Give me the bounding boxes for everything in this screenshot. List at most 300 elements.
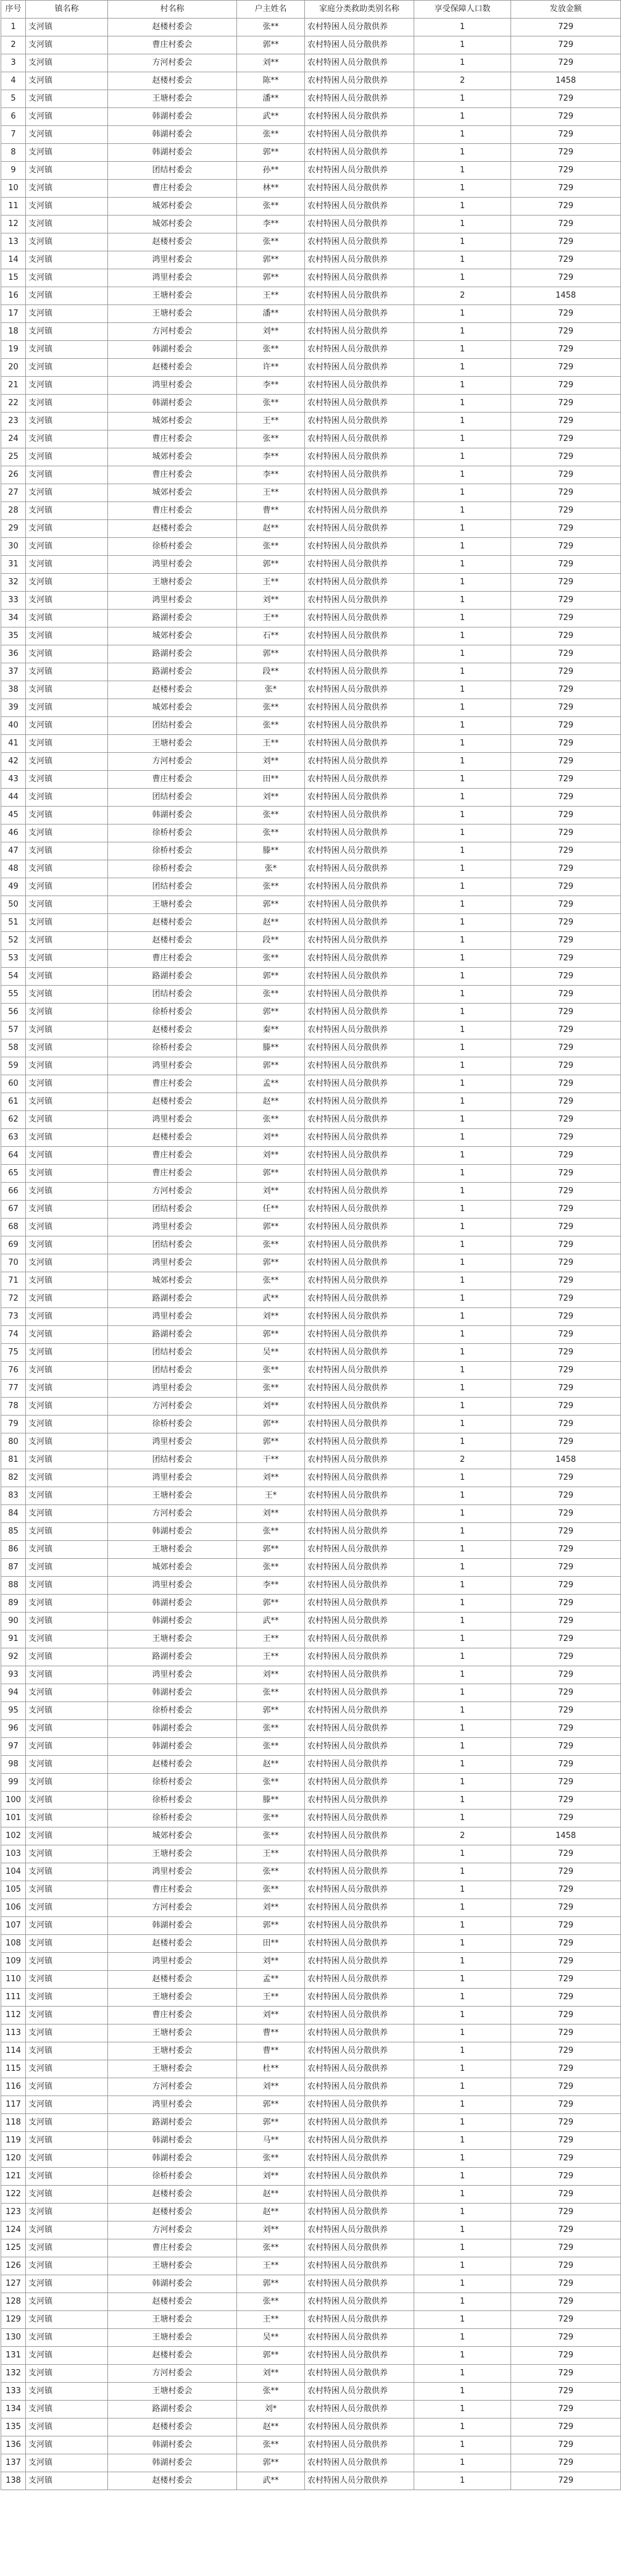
cell-amount: 729 xyxy=(511,144,621,162)
cell-amount: 729 xyxy=(511,1165,621,1183)
cell-persons: 1 xyxy=(414,699,511,717)
cell-town: 支河镇 xyxy=(26,1935,108,1953)
cell-serial: 102 xyxy=(1,1827,26,1845)
cell-village: 韩湖村委会 xyxy=(108,1523,237,1541)
cell-village: 路湖村委会 xyxy=(108,1290,237,1308)
cell-town: 支河镇 xyxy=(26,1380,108,1398)
table-row xyxy=(1,1971,621,1989)
cell-category: 农村特困人员分散供养 xyxy=(305,556,414,574)
cell-serial: 15 xyxy=(1,269,26,287)
cell-amount: 729 xyxy=(511,1433,621,1451)
cell-amount: 729 xyxy=(511,233,621,251)
cell-householder: 王** xyxy=(237,574,305,592)
cell-village: 韩湖村委会 xyxy=(108,108,237,126)
cell-town: 支河镇 xyxy=(26,1290,108,1308)
cell-householder: 郭** xyxy=(237,251,305,269)
cell-town: 支河镇 xyxy=(26,359,108,377)
cell-serial: 91 xyxy=(1,1630,26,1648)
cell-householder: 刘** xyxy=(237,1147,305,1165)
cell-serial: 10 xyxy=(1,180,26,198)
cell-householder: 王** xyxy=(237,1630,305,1648)
cell-persons: 1 xyxy=(414,216,511,233)
cell-town: 支河镇 xyxy=(26,824,108,842)
cell-serial: 48 xyxy=(1,860,26,878)
table-row xyxy=(1,502,621,520)
cell-householder: 郭** xyxy=(237,2096,305,2114)
cell-town: 支河镇 xyxy=(26,2347,108,2365)
cell-village: 王塘村委会 xyxy=(108,2257,237,2275)
cell-town: 支河镇 xyxy=(26,986,108,1004)
cell-category: 农村特困人员分散供养 xyxy=(305,19,414,36)
cell-serial: 44 xyxy=(1,789,26,807)
cell-householder: 郭** xyxy=(237,1433,305,1451)
cell-serial: 11 xyxy=(1,198,26,216)
cell-town: 支河镇 xyxy=(26,430,108,448)
table-row xyxy=(1,2024,621,2042)
cell-category: 农村特困人员分散供养 xyxy=(305,1219,414,1236)
cell-town: 支河镇 xyxy=(26,216,108,233)
cell-serial: 76 xyxy=(1,1362,26,1380)
cell-serial: 82 xyxy=(1,1469,26,1487)
cell-category: 农村特困人员分散供养 xyxy=(305,502,414,520)
cell-village: 韩湖村委会 xyxy=(108,395,237,413)
cell-category: 农村特困人员分散供养 xyxy=(305,1022,414,1039)
cell-persons: 1 xyxy=(414,1505,511,1523)
table-row xyxy=(1,1201,621,1219)
cell-amount: 729 xyxy=(511,1648,621,1666)
cell-category: 农村特困人员分散供养 xyxy=(305,2275,414,2293)
cell-householder: 张** xyxy=(237,824,305,842)
table-row xyxy=(1,627,621,645)
table-row xyxy=(1,878,621,896)
cell-town: 支河镇 xyxy=(26,2042,108,2060)
cell-amount: 729 xyxy=(511,842,621,860)
cell-householder: 张** xyxy=(237,1362,305,1380)
cell-persons: 1 xyxy=(414,484,511,502)
cell-village: 鸿里村委会 xyxy=(108,1863,237,1881)
cell-amount: 729 xyxy=(511,1290,621,1308)
cell-serial: 26 xyxy=(1,466,26,484)
cell-serial: 41 xyxy=(1,735,26,753)
cell-persons: 1 xyxy=(414,717,511,735)
cell-category: 农村特困人员分散供养 xyxy=(305,735,414,753)
cell-category: 农村特困人员分散供养 xyxy=(305,592,414,610)
table-row xyxy=(1,2293,621,2311)
cell-householder: 王* xyxy=(237,1487,305,1505)
cell-serial: 8 xyxy=(1,144,26,162)
cell-persons: 1 xyxy=(414,1845,511,1863)
cell-village: 路湖村委会 xyxy=(108,610,237,627)
table-row xyxy=(1,717,621,735)
cell-category: 农村特困人员分散供养 xyxy=(305,216,414,233)
cell-householder: 许** xyxy=(237,359,305,377)
cell-serial: 106 xyxy=(1,1899,26,1917)
cell-category: 农村特困人员分散供养 xyxy=(305,2419,414,2436)
cell-category: 农村特困人员分散供养 xyxy=(305,1093,414,1111)
cell-village: 城郊村委会 xyxy=(108,627,237,645)
cell-householder: 杜** xyxy=(237,2060,305,2078)
table-row xyxy=(1,1111,621,1129)
cell-serial: 66 xyxy=(1,1183,26,1201)
table-row xyxy=(1,377,621,395)
cell-amount: 729 xyxy=(511,1684,621,1702)
cell-householder: 张** xyxy=(237,1236,305,1254)
cell-category: 农村特困人员分散供养 xyxy=(305,269,414,287)
cell-householder: 赵** xyxy=(237,2186,305,2204)
table-row xyxy=(1,1093,621,1111)
cell-persons: 1 xyxy=(414,2132,511,2150)
cell-town: 支河镇 xyxy=(26,395,108,413)
cell-village: 鸿里村委会 xyxy=(108,1469,237,1487)
table-row xyxy=(1,2186,621,2204)
cell-town: 支河镇 xyxy=(26,2454,108,2472)
cell-persons: 1 xyxy=(414,108,511,126)
relief-table xyxy=(1,0,621,2490)
cell-category: 农村特困人员分散供养 xyxy=(305,2401,414,2419)
cell-village: 鸿里村委会 xyxy=(108,1219,237,1236)
cell-serial: 58 xyxy=(1,1039,26,1057)
cell-village: 赵楼村委会 xyxy=(108,19,237,36)
cell-category: 农村特困人员分散供养 xyxy=(305,1810,414,1827)
table-row xyxy=(1,914,621,932)
cell-householder: 张** xyxy=(237,2293,305,2311)
cell-householder: 张** xyxy=(237,986,305,1004)
cell-serial: 56 xyxy=(1,1004,26,1022)
cell-town: 支河镇 xyxy=(26,233,108,251)
cell-category: 农村特困人员分散供养 xyxy=(305,2204,414,2221)
cell-householder: 郭** xyxy=(237,1326,305,1344)
cell-persons: 1 xyxy=(414,2114,511,2132)
cell-village: 徐桥村委会 xyxy=(108,842,237,860)
cell-category: 农村特困人员分散供养 xyxy=(305,2347,414,2365)
cell-amount: 729 xyxy=(511,1057,621,1075)
cell-town: 支河镇 xyxy=(26,1756,108,1774)
cell-serial: 21 xyxy=(1,377,26,395)
table-row xyxy=(1,1183,621,1201)
cell-amount: 729 xyxy=(511,413,621,430)
cell-householder: 郭** xyxy=(237,1254,305,1272)
table-row xyxy=(1,1147,621,1165)
cell-category: 农村特困人员分散供养 xyxy=(305,610,414,627)
cell-persons: 1 xyxy=(414,1433,511,1451)
cell-town: 支河镇 xyxy=(26,2239,108,2257)
table-row xyxy=(1,2365,621,2383)
cell-serial: 39 xyxy=(1,699,26,717)
cell-category: 农村特困人员分散供养 xyxy=(305,198,414,216)
cell-town: 支河镇 xyxy=(26,2329,108,2347)
table-row xyxy=(1,932,621,950)
cell-householder: 张** xyxy=(237,699,305,717)
cell-householder: 郭** xyxy=(237,2114,305,2132)
cell-serial: 5 xyxy=(1,90,26,108)
cell-householder: 马** xyxy=(237,2132,305,2150)
cell-category: 农村特困人员分散供养 xyxy=(305,1451,414,1469)
cell-serial: 98 xyxy=(1,1756,26,1774)
cell-amount: 729 xyxy=(511,1308,621,1326)
cell-amount: 729 xyxy=(511,610,621,627)
cell-amount: 729 xyxy=(511,269,621,287)
table-row xyxy=(1,2311,621,2329)
cell-serial: 49 xyxy=(1,878,26,896)
cell-village: 王塘村委会 xyxy=(108,2024,237,2042)
cell-village: 王塘村委会 xyxy=(108,2329,237,2347)
cell-village: 王塘村委会 xyxy=(108,2042,237,2060)
cell-village: 城郊村委会 xyxy=(108,1559,237,1577)
cell-serial: 65 xyxy=(1,1165,26,1183)
cell-category: 农村特困人员分散供养 xyxy=(305,1577,414,1595)
cell-amount: 729 xyxy=(511,2168,621,2186)
cell-persons: 1 xyxy=(414,860,511,878)
cell-village: 鸿里村委会 xyxy=(108,269,237,287)
cell-householder: 郭** xyxy=(237,1917,305,1935)
cell-amount: 729 xyxy=(511,1792,621,1810)
cell-town: 支河镇 xyxy=(26,2096,108,2114)
cell-householder: 林** xyxy=(237,180,305,198)
cell-category: 农村特困人员分散供养 xyxy=(305,771,414,789)
cell-village: 徐桥村委会 xyxy=(108,1810,237,1827)
cell-amount: 729 xyxy=(511,2257,621,2275)
cell-amount: 729 xyxy=(511,1917,621,1935)
cell-amount: 729 xyxy=(511,968,621,986)
table-row xyxy=(1,359,621,377)
cell-householder: 张** xyxy=(237,341,305,359)
cell-persons: 1 xyxy=(414,1523,511,1541)
cell-village: 城郊村委会 xyxy=(108,448,237,466)
cell-householder: 曹** xyxy=(237,2042,305,2060)
cell-persons: 2 xyxy=(414,1827,511,1845)
cell-serial: 59 xyxy=(1,1057,26,1075)
cell-serial: 118 xyxy=(1,2114,26,2132)
cell-category: 农村特困人员分散供养 xyxy=(305,753,414,771)
cell-householder: 张** xyxy=(237,717,305,735)
cell-village: 王塘村委会 xyxy=(108,896,237,914)
cell-householder: 陈** xyxy=(237,72,305,90)
cell-serial: 71 xyxy=(1,1272,26,1290)
cell-village: 徐桥村委会 xyxy=(108,1702,237,1720)
cell-persons: 1 xyxy=(414,2347,511,2365)
cell-town: 支河镇 xyxy=(26,1183,108,1201)
cell-serial: 28 xyxy=(1,502,26,520)
cell-village: 路湖村委会 xyxy=(108,663,237,681)
cell-persons: 1 xyxy=(414,1648,511,1666)
cell-persons: 1 xyxy=(414,162,511,180)
cell-village: 团结村委会 xyxy=(108,1236,237,1254)
cell-serial: 4 xyxy=(1,72,26,90)
cell-village: 鸿里村委会 xyxy=(108,1953,237,1971)
cell-amount: 729 xyxy=(511,2401,621,2419)
table-row xyxy=(1,198,621,216)
cell-town: 支河镇 xyxy=(26,1093,108,1111)
cell-amount: 729 xyxy=(511,1201,621,1219)
cell-persons: 1 xyxy=(414,36,511,54)
cell-persons: 1 xyxy=(414,2042,511,2060)
cell-persons: 1 xyxy=(414,1004,511,1022)
cell-village: 鸿里村委会 xyxy=(108,2096,237,2114)
cell-village: 方河村委会 xyxy=(108,1183,237,1201)
cell-town: 支河镇 xyxy=(26,19,108,36)
cell-town: 支河镇 xyxy=(26,574,108,592)
cell-persons: 1 xyxy=(414,645,511,663)
cell-town: 支河镇 xyxy=(26,1684,108,1702)
table-row xyxy=(1,448,621,466)
table-row xyxy=(1,1917,621,1935)
table-row xyxy=(1,1398,621,1416)
cell-amount: 729 xyxy=(511,251,621,269)
cell-householder: 张** xyxy=(237,126,305,144)
table-row xyxy=(1,592,621,610)
cell-serial: 9 xyxy=(1,162,26,180)
cell-town: 支河镇 xyxy=(26,1613,108,1630)
cell-serial: 78 xyxy=(1,1398,26,1416)
cell-serial: 13 xyxy=(1,233,26,251)
cell-householder: 张** xyxy=(237,1380,305,1398)
cell-householder: 任** xyxy=(237,1201,305,1219)
cell-category: 农村特困人员分散供养 xyxy=(305,878,414,896)
cell-serial: 87 xyxy=(1,1559,26,1577)
cell-village: 鸿里村委会 xyxy=(108,1577,237,1595)
cell-householder: 李** xyxy=(237,1577,305,1595)
cell-category: 农村特困人员分散供养 xyxy=(305,90,414,108)
cell-serial: 80 xyxy=(1,1433,26,1451)
cell-householder: 郭** xyxy=(237,1165,305,1183)
cell-village: 曹庄村委会 xyxy=(108,1881,237,1899)
cell-amount: 729 xyxy=(511,1039,621,1057)
cell-householder: 张** xyxy=(237,1720,305,1738)
cell-householder: 刘** xyxy=(237,2365,305,2383)
cell-town: 支河镇 xyxy=(26,2311,108,2329)
cell-amount: 729 xyxy=(511,1523,621,1541)
cell-village: 城郊村委会 xyxy=(108,216,237,233)
cell-serial: 63 xyxy=(1,1129,26,1147)
cell-householder: 孙** xyxy=(237,162,305,180)
cell-town: 支河镇 xyxy=(26,645,108,663)
cell-persons: 1 xyxy=(414,610,511,627)
cell-town: 支河镇 xyxy=(26,108,108,126)
cell-town: 支河镇 xyxy=(26,789,108,807)
table-row xyxy=(1,2132,621,2150)
cell-village: 鸿里村委会 xyxy=(108,377,237,395)
cell-town: 支河镇 xyxy=(26,1147,108,1165)
cell-category: 农村特困人员分散供养 xyxy=(305,287,414,305)
cell-category: 农村特困人员分散供养 xyxy=(305,36,414,54)
cell-householder: 刘** xyxy=(237,2221,305,2239)
cell-serial: 27 xyxy=(1,484,26,502)
cell-householder: 郭** xyxy=(237,1004,305,1022)
cell-category: 农村特困人员分散供养 xyxy=(305,2078,414,2096)
cell-village: 王塘村委会 xyxy=(108,2383,237,2401)
cell-village: 王塘村委会 xyxy=(108,90,237,108)
cell-serial: 135 xyxy=(1,2419,26,2436)
cell-village: 徐桥村委会 xyxy=(108,538,237,556)
cell-persons: 1 xyxy=(414,1236,511,1254)
cell-householder: 吴** xyxy=(237,2329,305,2347)
table-row xyxy=(1,1362,621,1380)
cell-category: 农村特困人员分散供养 xyxy=(305,1559,414,1577)
cell-householder: 张** xyxy=(237,1810,305,1827)
cell-amount: 729 xyxy=(511,1613,621,1630)
cell-town: 支河镇 xyxy=(26,2007,108,2024)
cell-householder: 武** xyxy=(237,1613,305,1630)
cell-persons: 1 xyxy=(414,1953,511,1971)
cell-persons: 1 xyxy=(414,2311,511,2329)
cell-amount: 729 xyxy=(511,126,621,144)
cell-category: 农村特困人员分散供养 xyxy=(305,1380,414,1398)
cell-category: 农村特困人员分散供养 xyxy=(305,1272,414,1290)
cell-serial: 117 xyxy=(1,2096,26,2114)
cell-village: 鸿里村委会 xyxy=(108,1111,237,1129)
cell-village: 赵楼村委会 xyxy=(108,1935,237,1953)
cell-category: 农村特困人员分散供养 xyxy=(305,1523,414,1541)
cell-householder: 郭** xyxy=(237,556,305,574)
cell-amount: 729 xyxy=(511,2239,621,2257)
cell-town: 支河镇 xyxy=(26,1810,108,1827)
table-row xyxy=(1,2221,621,2239)
cell-category: 农村特困人员分散供养 xyxy=(305,2132,414,2150)
cell-persons: 1 xyxy=(414,1290,511,1308)
cell-village: 鸿里村委会 xyxy=(108,1057,237,1075)
cell-category: 农村特困人员分散供养 xyxy=(305,1827,414,1845)
cell-town: 支河镇 xyxy=(26,2293,108,2311)
cell-serial: 130 xyxy=(1,2329,26,2347)
cell-amount: 729 xyxy=(511,2060,621,2078)
cell-category: 农村特困人员分散供养 xyxy=(305,1326,414,1344)
cell-serial: 136 xyxy=(1,2436,26,2454)
table-row xyxy=(1,860,621,878)
table-row xyxy=(1,1004,621,1022)
cell-village: 王塘村委会 xyxy=(108,1845,237,1863)
cell-town: 支河镇 xyxy=(26,198,108,216)
cell-village: 赵楼村委会 xyxy=(108,2293,237,2311)
cell-category: 农村特困人员分散供养 xyxy=(305,914,414,932)
cell-householder: 张* xyxy=(237,681,305,699)
table-row xyxy=(1,1666,621,1684)
cell-village: 赵楼村委会 xyxy=(108,233,237,251)
cell-village: 徐桥村委会 xyxy=(108,1416,237,1433)
cell-persons: 1 xyxy=(414,1469,511,1487)
cell-serial: 62 xyxy=(1,1111,26,1129)
cell-householder: 张** xyxy=(237,1881,305,1899)
cell-category: 农村特困人员分散供养 xyxy=(305,2096,414,2114)
cell-category: 农村特困人员分散供养 xyxy=(305,1236,414,1254)
cell-amount: 729 xyxy=(511,2311,621,2329)
cell-village: 徐桥村委会 xyxy=(108,824,237,842)
table-row xyxy=(1,2401,621,2419)
table-row xyxy=(1,1559,621,1577)
cell-amount: 729 xyxy=(511,1702,621,1720)
cell-persons: 1 xyxy=(414,1398,511,1416)
table-row xyxy=(1,1756,621,1774)
cell-persons: 1 xyxy=(414,359,511,377)
table-row xyxy=(1,610,621,627)
cell-amount: 1458 xyxy=(511,1451,621,1469)
cell-amount: 1458 xyxy=(511,72,621,90)
cell-householder: 张** xyxy=(237,233,305,251)
cell-category: 农村特困人员分散供养 xyxy=(305,233,414,251)
cell-village: 团结村委会 xyxy=(108,1201,237,1219)
cell-village: 王塘村委会 xyxy=(108,287,237,305)
table-row xyxy=(1,305,621,323)
table-row xyxy=(1,1022,621,1039)
table-row xyxy=(1,1684,621,1702)
cell-town: 支河镇 xyxy=(26,1469,108,1487)
cell-village: 韩湖村委会 xyxy=(108,1613,237,1630)
cell-town: 支河镇 xyxy=(26,2204,108,2221)
table-row xyxy=(1,2275,621,2293)
table-row xyxy=(1,2114,621,2132)
cell-householder: 张** xyxy=(237,2150,305,2168)
cell-householder: 赵** xyxy=(237,520,305,538)
cell-amount: 729 xyxy=(511,1254,621,1272)
